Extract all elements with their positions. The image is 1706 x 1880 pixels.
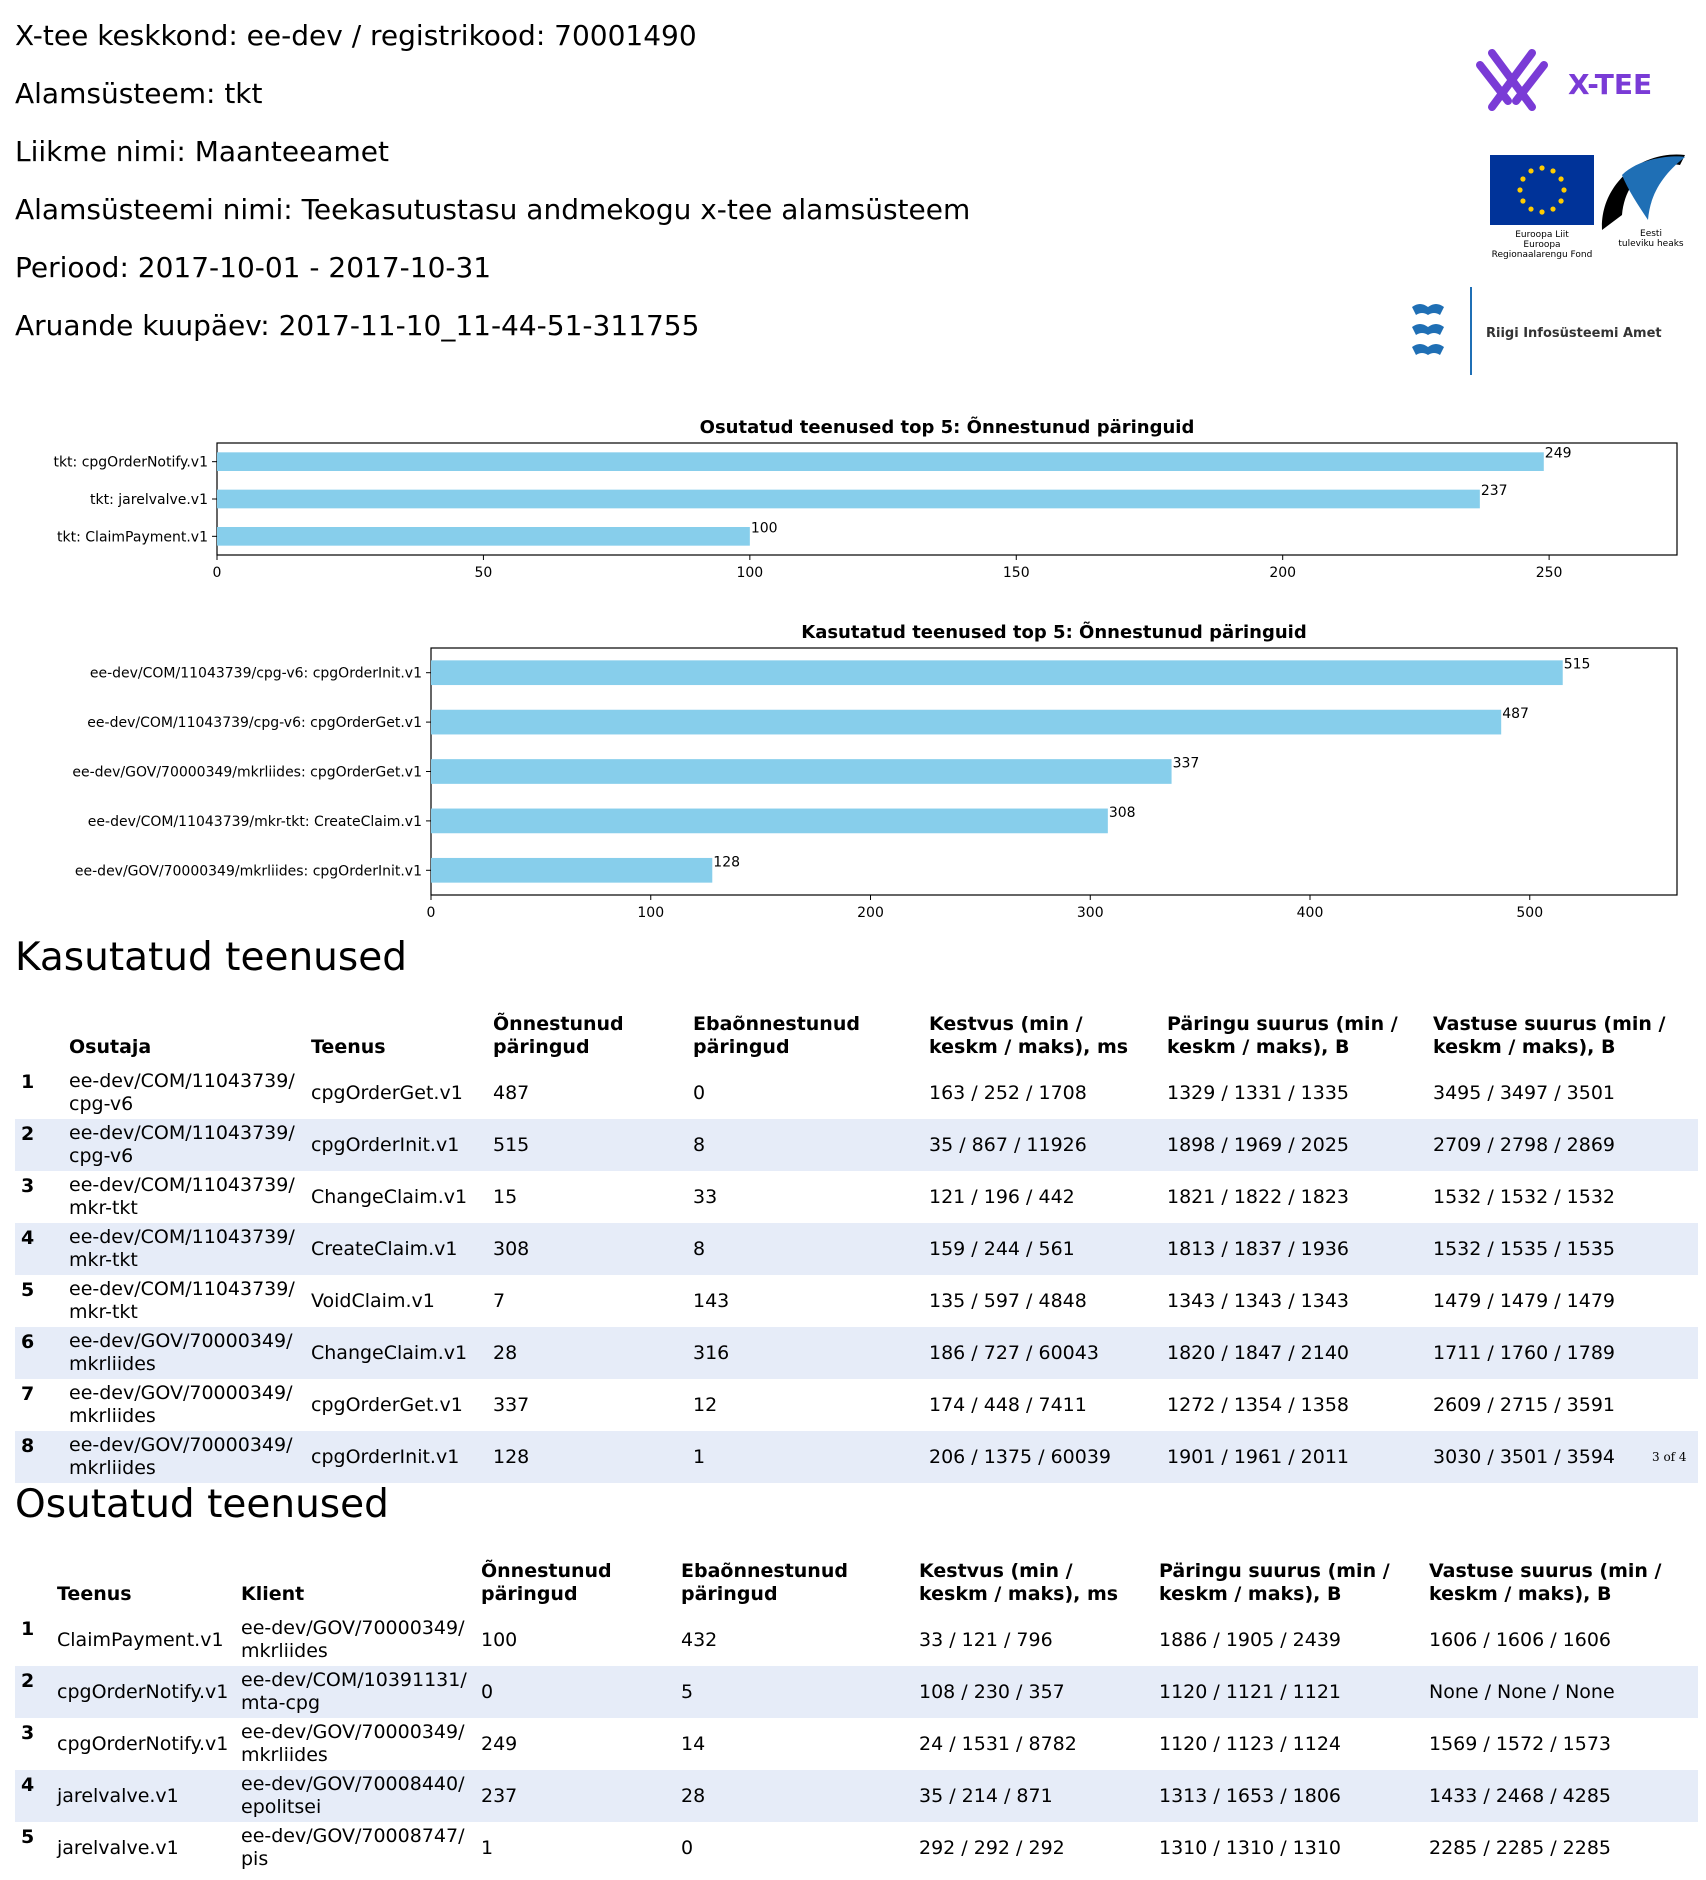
- ria-text: Riigi Infosüsteemi Amet: [1486, 326, 1662, 341]
- provider-cell-line-1: ee-dev/COM/11043739/: [69, 1070, 295, 1092]
- response-size-cell: 1711 / 1760 / 1789: [1427, 1327, 1698, 1379]
- eu-star-icon: [1520, 198, 1525, 203]
- response-size-cell: 1532 / 1532 / 1532: [1433, 1185, 1616, 1208]
- duration-cell: 159 / 244 / 561: [923, 1223, 1161, 1275]
- request-size-cell: 1120 / 1121 / 1121: [1153, 1666, 1423, 1718]
- eu-star-icon: [1561, 187, 1566, 192]
- request-size-cell: 1310 / 1310 / 1310: [1159, 1836, 1342, 1859]
- chart-title: Kasutatud teenused top 5: Õnnestunud päringuid: [801, 622, 1307, 643]
- fail-cell: 14: [681, 1732, 706, 1755]
- eesti-caption-2: tuleviku heaks: [1618, 239, 1684, 249]
- provider-cell-line-1: ee-dev/COM/11043739/: [69, 1174, 295, 1196]
- service-cell: ChangeClaim.v1: [311, 1185, 468, 1208]
- duration-cell: 24 / 1531 / 8782: [919, 1732, 1077, 1755]
- response-size-cell: 2709 / 2798 / 2869: [1427, 1119, 1698, 1171]
- x-tick-label: 100: [736, 565, 764, 581]
- ria-logo: [1412, 287, 1662, 375]
- request-size-cell: 1313 / 1653 / 1806: [1153, 1770, 1423, 1822]
- table-row: [15, 1119, 1698, 1171]
- table-row: [15, 1431, 1698, 1483]
- environment-line: X-tee keskkond: ee-dev / registrikood: 70001490: [15, 19, 697, 52]
- table-row: [15, 1379, 1698, 1431]
- provider-cell: [63, 1327, 305, 1379]
- eu-star-icon: [1558, 176, 1563, 181]
- col-fail: Ebaõnnestunud päringud: [681, 1560, 848, 1605]
- row-number: 1: [21, 1618, 35, 1640]
- provided-services-table: [15, 1560, 1698, 1874]
- bar: [431, 710, 1501, 735]
- provider-cell-line-1: ee-dev/GOV/70000349/: [69, 1330, 293, 1352]
- table-row: [15, 1718, 1698, 1770]
- y-tick-label: ee-dev/COM/11043739/mkr-tkt: CreateClaim.v1: [87, 813, 422, 830]
- client-cell-line-2: mkrliides: [241, 1640, 328, 1662]
- col-num: [15, 1013, 63, 1067]
- row-number: 3: [21, 1175, 35, 1197]
- client-cell-line-2: pis: [241, 1848, 269, 1870]
- eu-caption-2: Euroopa: [1523, 240, 1561, 250]
- bar: [217, 490, 1480, 509]
- eu-logo: [1490, 155, 1594, 260]
- eu-star-icon: [1550, 168, 1555, 173]
- service-cell: VoidClaim.v1: [311, 1289, 435, 1312]
- col-duration: Kestvus (min / keskm / maks), ms: [929, 1013, 1129, 1058]
- table-header-row: [15, 1560, 1698, 1614]
- fail-cell: 12: [693, 1393, 718, 1416]
- service-cell: ClaimPayment.v1: [57, 1628, 224, 1651]
- provider-cell: [63, 1431, 305, 1483]
- row-number: 5: [21, 1826, 35, 1848]
- service-cell: cpgOrderNotify.v1: [51, 1666, 235, 1718]
- client-cell-line-2: mta-cpg: [241, 1692, 321, 1714]
- subsystem-line: Alamsüsteem: tkt: [15, 77, 263, 110]
- provider-cell-line-2: mkrliides: [69, 1457, 156, 1479]
- success-cell: 249: [481, 1732, 518, 1755]
- fail-cell: 28: [675, 1770, 913, 1822]
- logos-block: [1400, 45, 1700, 385]
- x-tick-label: 400: [1296, 905, 1324, 921]
- fail-cell: 5: [675, 1666, 913, 1718]
- bar: [431, 858, 712, 883]
- used-services-table: [15, 1013, 1698, 1483]
- bar-value-label: 128: [713, 854, 741, 871]
- duration-cell: 163 / 252 / 1708: [929, 1081, 1087, 1104]
- request-size-cell: 1813 / 1837 / 1936: [1161, 1223, 1427, 1275]
- bar: [431, 809, 1108, 834]
- bar-value-label: 308: [1108, 804, 1136, 821]
- service-cell: ChangeClaim.v1: [305, 1327, 487, 1379]
- y-tick-label: tkt: ClaimPayment.v1: [57, 529, 208, 546]
- provider-cell-line-1: ee-dev/GOV/70000349/: [69, 1434, 293, 1456]
- y-tick-label: tkt: cpgOrderNotify.v1: [53, 454, 208, 471]
- eu-caption-3: Regionaalarengu Fond: [1491, 250, 1593, 260]
- provider-cell-line-2: mkrliides: [69, 1405, 156, 1427]
- x-tick-label: 150: [1002, 565, 1030, 581]
- col-provider: Osutaja: [69, 1036, 152, 1058]
- request-size-cell: 1120 / 1123 / 1124: [1159, 1732, 1342, 1755]
- row-number: 3: [21, 1722, 35, 1744]
- response-size-cell: None / None / None: [1423, 1666, 1698, 1718]
- table-row: [15, 1822, 1698, 1874]
- bar-value-label: 337: [1172, 755, 1200, 772]
- row-number: 5: [21, 1279, 35, 1301]
- page-indicator: 3 of 4: [1652, 1450, 1687, 1464]
- xtee-logo-text: X-TEE: [1568, 68, 1653, 101]
- success-cell: 128: [487, 1431, 687, 1483]
- member-name-line: Liikme nimi: Maanteeamet: [15, 135, 389, 168]
- duration-cell: 206 / 1375 / 60039: [923, 1431, 1161, 1483]
- three-lions-icon: [1412, 304, 1444, 355]
- client-cell-line-2: epolitsei: [241, 1796, 322, 1818]
- eu-caption-1: Euroopa Liit: [1515, 230, 1569, 240]
- service-cell: jarelvalve.v1: [57, 1836, 179, 1859]
- row-number: 2: [15, 1119, 63, 1171]
- y-tick-label: ee-dev/COM/11043739/cpg-v6: cpgOrderGet.v1: [87, 715, 422, 732]
- col-num: [15, 1560, 51, 1614]
- table-row: [15, 1223, 1698, 1275]
- col-service: Teenus: [57, 1583, 132, 1605]
- provider-cell: [63, 1379, 305, 1431]
- request-size-cell: 1272 / 1354 / 1358: [1167, 1393, 1350, 1416]
- service-cell: cpgOrderNotify.v1: [57, 1732, 229, 1755]
- service-cell: cpgOrderInit.v1: [305, 1119, 487, 1171]
- used-top5-chart: [0, 610, 1706, 928]
- xtee-logo: [1480, 53, 1652, 107]
- col-success: Õnnestunud päringud: [493, 1013, 624, 1058]
- row-number: 4: [15, 1770, 51, 1822]
- provider-cell-line-2: mkr-tkt: [69, 1301, 138, 1323]
- fail-cell: 0: [693, 1081, 706, 1104]
- request-size-cell: 1343 / 1343 / 1343: [1167, 1289, 1350, 1312]
- bar: [217, 527, 750, 546]
- row-number: 2: [15, 1666, 51, 1718]
- client-cell-line-1: ee-dev/GOV/70008747/: [241, 1825, 465, 1847]
- row-number: 6: [15, 1327, 63, 1379]
- request-size-cell: 1821 / 1822 / 1823: [1167, 1185, 1350, 1208]
- eu-star-icon: [1558, 198, 1563, 203]
- client-cell: [235, 1666, 475, 1718]
- table-row: [15, 1770, 1698, 1822]
- bar: [431, 660, 1563, 685]
- eu-star-icon: [1528, 206, 1533, 211]
- success-cell: 28: [487, 1327, 687, 1379]
- provider-cell-line-1: ee-dev/COM/11043739/: [69, 1278, 295, 1300]
- y-tick-label: ee-dev/COM/11043739/cpg-v6: cpgOrderInit.v1: [89, 665, 422, 682]
- provider-cell: [63, 1067, 305, 1119]
- y-tick-label: ee-dev/GOV/70000349/mkrliides: cpgOrderInit.v1: [74, 863, 422, 880]
- response-size-cell: 2285 / 2285 / 2285: [1429, 1836, 1612, 1859]
- provider-cell-line-1: ee-dev/COM/11043739/: [69, 1226, 295, 1248]
- eesti-caption-1: Eesti: [1640, 229, 1662, 239]
- service-cell: CreateClaim.v1: [305, 1223, 487, 1275]
- response-size-cell: 2609 / 2715 / 3591: [1433, 1393, 1616, 1416]
- client-cell-line-1: ee-dev/COM/10391131/: [241, 1669, 467, 1691]
- eu-star-icon: [1539, 165, 1544, 170]
- client-cell: [235, 1718, 475, 1770]
- provider-cell-line-2: mkr-tkt: [69, 1249, 138, 1271]
- col-fail: Ebaõnnestunud päringud: [693, 1013, 860, 1058]
- chart-title: Osutatud teenused top 5: Õnnestunud päringuid: [699, 417, 1195, 438]
- table-header-row: [15, 1013, 1698, 1067]
- client-cell-line-1: ee-dev/GOV/70000349/: [241, 1721, 465, 1743]
- eu-star-icon: [1539, 209, 1544, 214]
- provider-cell: [63, 1223, 305, 1275]
- bar-value-label: 237: [1480, 483, 1508, 499]
- success-cell: 308: [487, 1223, 687, 1275]
- row-number: 7: [21, 1383, 35, 1405]
- duration-cell: 174 / 448 / 7411: [929, 1393, 1087, 1416]
- x-tick-label: 0: [212, 565, 222, 581]
- subsystem-name-line: Alamsüsteemi nimi: Teekasutustasu andmekogu x-tee alamsüsteem: [15, 193, 971, 226]
- client-cell-line-1: ee-dev/GOV/70008440/: [241, 1773, 465, 1795]
- client-cell: [235, 1822, 475, 1874]
- bar-value-label: 487: [1502, 706, 1529, 723]
- y-tick-label: tkt: jarelvalve.v1: [90, 492, 208, 508]
- request-size-cell: 1898 / 1969 / 2025: [1161, 1119, 1427, 1171]
- success-cell: 515: [487, 1119, 687, 1171]
- x-tick-label: 250: [1535, 565, 1563, 581]
- fail-cell: 8: [687, 1223, 923, 1275]
- service-cell: jarelvalve.v1: [51, 1770, 235, 1822]
- duration-cell: 121 / 196 / 442: [929, 1185, 1075, 1208]
- response-size-cell: 1479 / 1479 / 1479: [1433, 1289, 1616, 1312]
- col-client: Klient: [241, 1583, 305, 1605]
- response-size-cell: 1433 / 2468 / 4285: [1423, 1770, 1698, 1822]
- row-number: 4: [15, 1223, 63, 1275]
- x-tick-label: 500: [1516, 905, 1544, 921]
- request-size-cell: 1329 / 1331 / 1335: [1167, 1081, 1350, 1104]
- y-tick-label: ee-dev/GOV/70000349/mkrliides: cpgOrderGet.v1: [72, 764, 422, 781]
- success-cell: 0: [475, 1666, 675, 1718]
- success-cell: 100: [481, 1628, 518, 1651]
- bar-value-label: 249: [1544, 445, 1572, 462]
- request-size-cell: 1901 / 1961 / 2011: [1161, 1431, 1427, 1483]
- duration-cell: 33 / 121 / 796: [919, 1628, 1053, 1651]
- client-cell: [235, 1614, 475, 1666]
- client-cell-line-2: mkrliides: [241, 1744, 328, 1766]
- col-request-size: Päringu suurus (min / keskm / maks), B: [1167, 1013, 1398, 1058]
- eu-star-icon: [1517, 187, 1522, 192]
- report-date-line: Aruande kuupäev: 2017-11-10_11-44-51-311755: [15, 309, 700, 342]
- fail-cell: 316: [687, 1327, 923, 1379]
- success-cell: 237: [475, 1770, 675, 1822]
- provider-cell: [63, 1171, 305, 1223]
- fail-cell: 8: [687, 1119, 923, 1171]
- response-size-cell: 3030 / 3501 / 3594: [1427, 1431, 1698, 1483]
- x-tick-label: 100: [637, 905, 665, 921]
- fail-cell: 0: [681, 1836, 694, 1859]
- period-line: Periood: 2017-10-01 - 2017-10-31: [15, 251, 492, 284]
- duration-cell: 186 / 727 / 60043: [923, 1327, 1161, 1379]
- col-request-size: Päringu suurus (min / keskm / maks), B: [1159, 1560, 1390, 1605]
- table-row: [15, 1275, 1698, 1327]
- fail-cell: 432: [681, 1628, 718, 1651]
- duration-cell: 35 / 867 / 11926: [923, 1119, 1161, 1171]
- row-number: 1: [21, 1071, 35, 1093]
- provider-cell-line-1: ee-dev/GOV/70000349/: [69, 1382, 293, 1404]
- request-size-cell: 1886 / 1905 / 2439: [1159, 1628, 1342, 1651]
- response-size-cell: 3495 / 3497 / 3501: [1433, 1081, 1616, 1104]
- provider-cell: [63, 1275, 305, 1327]
- table-row: [15, 1171, 1698, 1223]
- table-row: [15, 1666, 1698, 1718]
- success-cell: 15: [493, 1185, 518, 1208]
- col-success: Õnnestunud päringud: [481, 1560, 612, 1605]
- provider-cell-line-2: cpg-v6: [69, 1145, 134, 1167]
- duration-cell: 35 / 214 / 871: [913, 1770, 1153, 1822]
- success-cell: 487: [493, 1081, 530, 1104]
- table-row: [15, 1067, 1698, 1119]
- bar-value-label: 100: [750, 520, 778, 537]
- fail-cell: 33: [693, 1185, 718, 1208]
- eu-star-icon: [1520, 176, 1525, 181]
- response-size-cell: 1569 / 1572 / 1573: [1429, 1732, 1612, 1755]
- provider-cell: [63, 1119, 305, 1171]
- duration-cell: 292 / 292 / 292: [919, 1836, 1065, 1859]
- provider-cell-line-2: mkr-tkt: [69, 1197, 138, 1219]
- x-tick-label: 200: [857, 905, 884, 921]
- col-duration: Kestvus (min / keskm / maks), ms: [919, 1560, 1119, 1605]
- provider-cell-line-2: cpg-v6: [69, 1093, 134, 1115]
- provided-top5-chart: [0, 405, 1706, 590]
- table-row: [15, 1614, 1698, 1666]
- fail-cell: 1: [687, 1431, 923, 1483]
- bar: [431, 759, 1172, 784]
- service-cell: cpgOrderGet.v1: [311, 1081, 463, 1104]
- row-number: 8: [15, 1431, 63, 1483]
- duration-cell: 135 / 597 / 4848: [929, 1289, 1087, 1312]
- response-size-cell: 1532 / 1535 / 1535: [1427, 1223, 1698, 1275]
- x-tick-label: 200: [1269, 565, 1297, 581]
- duration-cell: 108 / 230 / 357: [913, 1666, 1153, 1718]
- fail-cell: 143: [693, 1289, 730, 1312]
- eu-star-icon: [1550, 206, 1555, 211]
- x-tick-label: 300: [1076, 905, 1104, 921]
- bar-value-label: 515: [1563, 656, 1591, 673]
- used-services-title: Kasutatud teenused: [15, 935, 407, 980]
- service-cell: cpgOrderInit.v1: [305, 1431, 487, 1483]
- x-tick-label: 0: [426, 905, 436, 921]
- response-size-cell: 1606 / 1606 / 1606: [1429, 1628, 1612, 1651]
- provided-services-title: Osutatud teenused: [15, 1482, 389, 1527]
- success-cell: 7: [493, 1289, 506, 1312]
- success-cell: 337: [493, 1393, 530, 1416]
- success-cell: 1: [481, 1836, 494, 1859]
- client-cell-line-1: ee-dev/GOV/70000349/: [241, 1617, 465, 1639]
- provider-cell-line-1: ee-dev/COM/11043739/: [69, 1122, 295, 1144]
- col-response-size: Vastuse suurus (min / keskm / maks), B: [1433, 1013, 1666, 1058]
- eu-star-icon: [1528, 168, 1533, 173]
- request-size-cell: 1820 / 1847 / 2140: [1161, 1327, 1427, 1379]
- x-tick-label: 50: [474, 565, 493, 581]
- client-cell: [235, 1770, 475, 1822]
- service-cell: cpgOrderGet.v1: [311, 1393, 463, 1416]
- col-response-size: Vastuse suurus (min / keskm / maks), B: [1429, 1560, 1662, 1605]
- col-service: Teenus: [311, 1036, 386, 1058]
- bar: [217, 452, 1544, 471]
- eesti-tuleviku-logo: [1602, 155, 1685, 249]
- provider-cell-line-2: mkrliides: [69, 1353, 156, 1375]
- table-row: [15, 1327, 1698, 1379]
